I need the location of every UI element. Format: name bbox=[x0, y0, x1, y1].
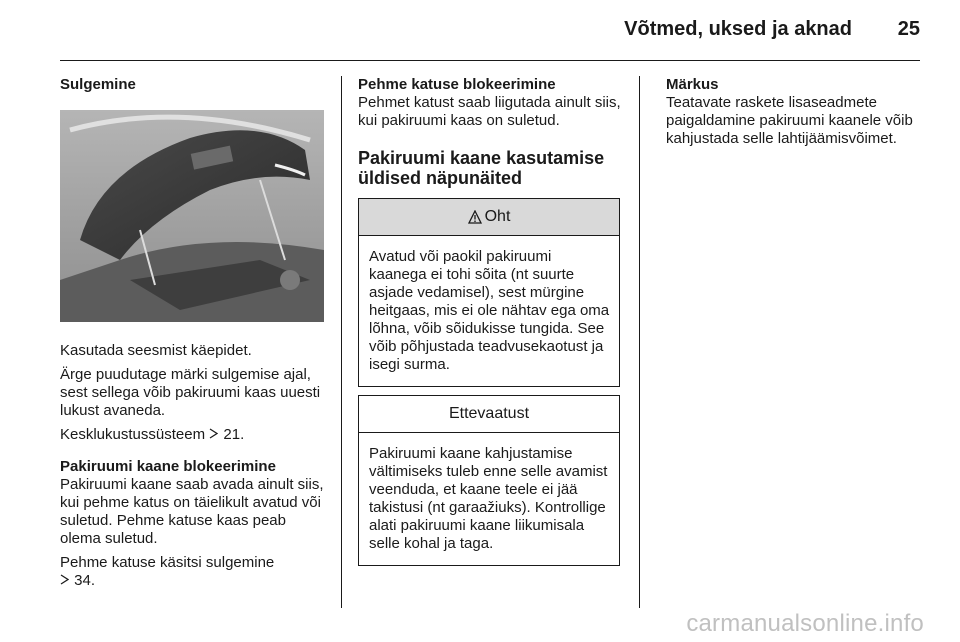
sub-heading-lid-lock: Pakiruumi kaane blokeerimine bbox=[60, 458, 276, 475]
page-number: 25 bbox=[897, 18, 920, 40]
page-header-title: Võtmed, uksed ja aknad bbox=[624, 18, 852, 40]
page-ref-arrow-icon bbox=[60, 572, 70, 590]
central-locking-text: Kesklukustussüsteem bbox=[60, 426, 206, 443]
danger-box bbox=[358, 198, 620, 387]
danger-body: Avatud või paokil pakiruumi kaanega ei tohi sõita (nt suurte asjade vedamisel), sest mürgine heitgaas, mis ei ole nähtav ega oma lõhna, võib sõidukisse tungida. See võib põhjustada teadvusekaotust ja isegi surma. bbox=[369, 248, 610, 373]
paragraph-manual-roof-ref bbox=[60, 554, 330, 590]
sub-heading-roof-lock: Pehme katuse blokeerimine bbox=[358, 76, 556, 93]
column-3 bbox=[666, 76, 926, 148]
danger-label: Oht bbox=[484, 208, 511, 225]
trunk-lid-illustration bbox=[60, 110, 324, 322]
section-heading-closing: Sulgemine bbox=[60, 76, 136, 93]
trunk-lid-photo bbox=[60, 110, 324, 322]
column-divider-2 bbox=[639, 76, 640, 608]
caution-label: Ettevaatust bbox=[448, 405, 530, 422]
page-ref-arrow-icon bbox=[209, 426, 219, 444]
caution-box-header bbox=[359, 396, 619, 433]
sub-heading-note: Märkus bbox=[666, 76, 719, 93]
manual-roof-text: Pehme katuse käsitsi sulgemine bbox=[60, 554, 275, 571]
caution-body: Pakiruumi kaane kahjustamise vältimiseks tuleb enne selle avamist veenduda, et kaane teele ei jää takistusi (nt garaažiuks). Kontrollige alati pakiruumi kaane liikumisala selle kohal ja taga. bbox=[369, 445, 608, 552]
paragraph-use-handle: Kasutada seesmist käepidet. bbox=[60, 342, 252, 359]
column-2 bbox=[358, 76, 624, 566]
column-divider-1 bbox=[341, 76, 342, 608]
paragraph-roof-lock: Pehmet katust saab liigutada ainult siis, kui pakiruumi kaas on suletud. bbox=[358, 94, 621, 129]
manual-roof-ref[interactable]: 34. bbox=[74, 572, 96, 589]
section-title-general-tips: Pakiruumi kaane kasutamise üldised näpunäited bbox=[358, 148, 605, 188]
paragraph-note: Teatavate raskete lisaseadmete paigaldamine pakiruumi kaanele võib kahjustada selle lahtijäämisvõimet. bbox=[666, 94, 913, 147]
watermark: carmanualsonline.info bbox=[686, 610, 924, 637]
paragraph-central-locking-ref bbox=[60, 426, 330, 444]
paragraph-lid-lock: Pakiruumi kaane saab avada ainult siis, kui pehme katus on täielikult avatud või suletud. Pehme katuse kaas peab olema suletud. bbox=[60, 476, 324, 547]
paragraph-do-not-touch-badge: Ärge puudutage märki sulgemise ajal, sest sellega võib pakiruumi kaas uuesti lukust avaneda. bbox=[60, 366, 321, 419]
central-locking-ref[interactable]: 21. bbox=[223, 426, 245, 443]
warning-triangle-icon bbox=[468, 210, 482, 224]
danger-box-header bbox=[359, 199, 619, 236]
header-divider bbox=[60, 60, 920, 61]
column-1 bbox=[60, 76, 330, 590]
caution-box bbox=[358, 395, 620, 566]
